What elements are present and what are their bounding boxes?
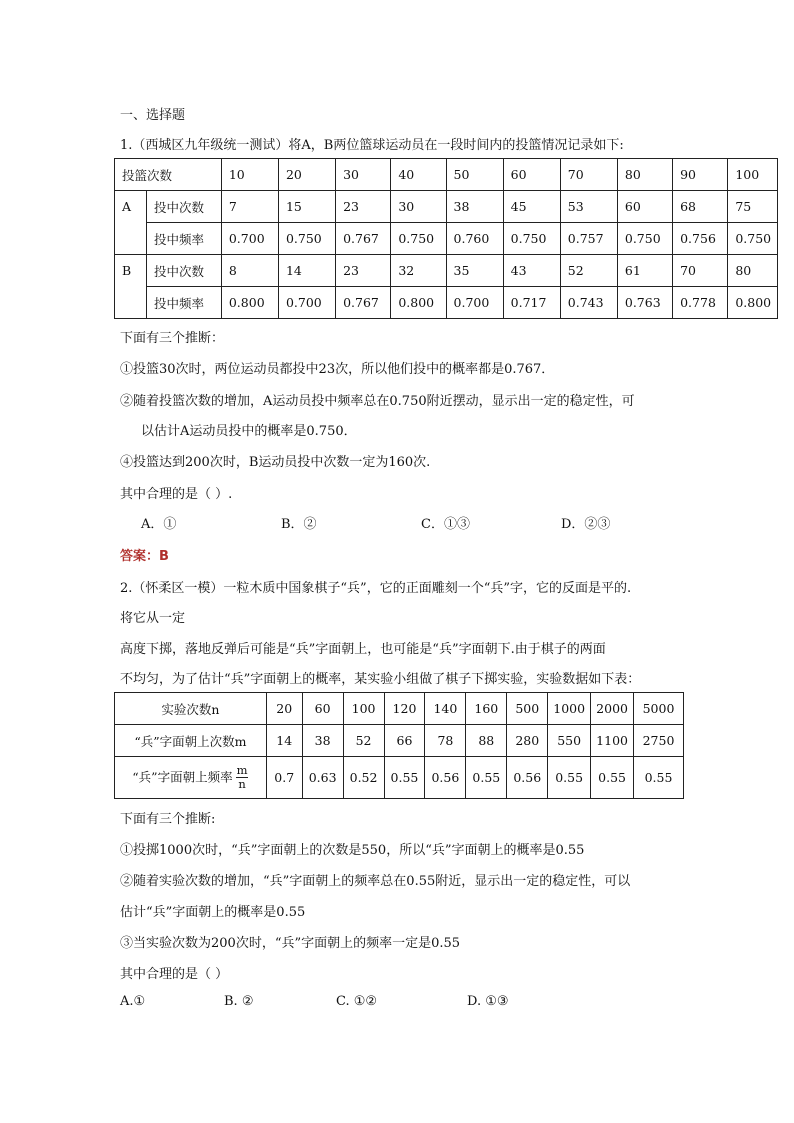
row1-cell: 160 xyxy=(466,693,507,725)
q2-line-3: 高度下掷，落地反弹后可能是“兵”字面朝上，也可能是“兵”字面朝下.由于棋子的两面 xyxy=(120,642,606,657)
table-row xyxy=(115,287,778,319)
freq-cell: 0.743 xyxy=(560,287,617,319)
freq-cell: 0.750 xyxy=(503,223,560,255)
hits-cell: 60 xyxy=(617,191,672,223)
row3-cell: 0.55 xyxy=(466,757,507,799)
freq-cell: 0.767 xyxy=(336,223,391,255)
row3-cell: 0.55 xyxy=(591,757,634,799)
hits-cell: 8 xyxy=(221,255,278,287)
row1-cell: 5000 xyxy=(634,693,684,725)
section-title: 一、选择题 xyxy=(120,108,186,123)
frequency-label: “兵”字面朝上频率 xyxy=(132,769,233,784)
shots-cell: 10 xyxy=(221,159,278,191)
shots-cell: 80 xyxy=(617,159,672,191)
q2-line-4: 不均匀，为了估计“兵”字面朝上的概率，某实验小组做了棋子下掷实验，实验数据如下表： xyxy=(120,672,641,687)
q2-option-d: D. ①③ xyxy=(467,994,509,1009)
q2-question: 其中合理的是（ ） xyxy=(120,967,229,982)
hits-cell: 23 xyxy=(336,255,391,287)
row3-cell: 0.56 xyxy=(425,757,466,799)
freq-cell: 0.700 xyxy=(221,223,278,255)
freq-cell: 0.760 xyxy=(446,223,503,255)
freq-cell: 0.750 xyxy=(278,223,335,255)
q1-statement-1: ①投篮30次时，两位运动员都投中23次，所以他们投中的概率都是0.767． xyxy=(120,362,555,377)
freq-cell: 0.756 xyxy=(673,223,728,255)
row-label-cell: 投中次数 xyxy=(147,255,222,287)
shots-cell: 90 xyxy=(673,159,728,191)
row2-cell: 52 xyxy=(343,725,384,757)
row2-cell: 88 xyxy=(466,725,507,757)
hits-cell: 7 xyxy=(221,191,278,223)
freq-cell: 0.767 xyxy=(336,287,391,319)
table-row xyxy=(115,725,684,757)
shots-cell: 100 xyxy=(728,159,778,191)
q1-option-b: B．② xyxy=(281,517,317,532)
question-1-stem: 1.（西城区九年级统一测试）将A，B两位篮球运动员在一段时间内的投篮情况记录如下: xyxy=(120,138,624,153)
hits-cell: 23 xyxy=(336,191,391,223)
table-row xyxy=(115,693,684,725)
row-label-cell: “兵”字面朝上次数m xyxy=(115,725,267,757)
row2-cell: 78 xyxy=(425,725,466,757)
row2-cell: 280 xyxy=(507,725,548,757)
shots-cell: 50 xyxy=(446,159,503,191)
hits-cell: 75 xyxy=(728,191,778,223)
table-row xyxy=(115,255,778,287)
row2-cell: 550 xyxy=(548,725,591,757)
q1-option-d: D．②③ xyxy=(561,517,611,532)
row3-cell: 0.7 xyxy=(266,757,302,799)
hits-cell: 45 xyxy=(503,191,560,223)
row3-cell: 0.63 xyxy=(302,757,343,799)
shots-cell: 60 xyxy=(503,159,560,191)
q2-option-a: A.① xyxy=(120,994,146,1009)
table-row xyxy=(115,223,778,255)
q2-line-2: 将它从一定 xyxy=(120,611,186,626)
shots-cell: 20 xyxy=(278,159,335,191)
freq-cell: 0.717 xyxy=(503,287,560,319)
hits-cell: 15 xyxy=(278,191,335,223)
row-label-cell: 投中次数 xyxy=(147,191,222,223)
q1-statement-2: ②随着投篮次数的增加，A运动员投中频率总在0.750附近摆动，显示出一定的稳定性，可 xyxy=(120,394,635,409)
table-row xyxy=(115,159,778,191)
row1-cell: 100 xyxy=(343,693,384,725)
row1-cell: 60 xyxy=(302,693,343,725)
row-label-cell xyxy=(115,757,267,799)
fraction-numerator: m xyxy=(236,762,248,777)
freq-cell: 0.757 xyxy=(560,223,617,255)
row-label-cell: 投中频率 xyxy=(147,287,222,319)
table-row xyxy=(115,757,684,799)
row2-cell: 14 xyxy=(266,725,302,757)
row2-cell: 2750 xyxy=(634,725,684,757)
row1-cell: 140 xyxy=(425,693,466,725)
row2-cell: 38 xyxy=(302,725,343,757)
q1-answer: 答案：B xyxy=(120,549,169,564)
freq-cell: 0.750 xyxy=(391,223,446,255)
q2-line-1: 2.（怀柔区一模）一粒木质中国象棋子“兵”，它的正面雕刻一个“兵”字，它的反面是平的. xyxy=(120,581,632,596)
freq-cell: 0.800 xyxy=(391,287,446,319)
hits-cell: 43 xyxy=(503,255,560,287)
row3-cell: 0.55 xyxy=(634,757,684,799)
freq-cell: 0.750 xyxy=(728,223,778,255)
row1-cell: 500 xyxy=(507,693,548,725)
row1-cell: 120 xyxy=(384,693,425,725)
freq-cell: 0.763 xyxy=(617,287,672,319)
hits-cell: 32 xyxy=(391,255,446,287)
hits-cell: 68 xyxy=(673,191,728,223)
freq-cell: 0.800 xyxy=(221,287,278,319)
hits-cell: 52 xyxy=(560,255,617,287)
q1-statement-3: ④投篮达到200次时，B运动员投中次数一定为160次. xyxy=(120,455,431,470)
hits-cell: 80 xyxy=(728,255,778,287)
hits-cell: 53 xyxy=(560,191,617,223)
fraction-m-over-n xyxy=(236,762,249,791)
shots-cell: 30 xyxy=(336,159,391,191)
shots-cell: 70 xyxy=(560,159,617,191)
header-cell: 投篮次数 xyxy=(115,159,222,191)
row1-cell: 2000 xyxy=(591,693,634,725)
row3-cell: 0.56 xyxy=(507,757,548,799)
fraction-denominator: n xyxy=(238,777,246,791)
row3-cell: 0.55 xyxy=(548,757,591,799)
q2-intro: 下面有三个推断: xyxy=(120,812,216,827)
hits-cell: 61 xyxy=(617,255,672,287)
player-name-cell: A xyxy=(115,191,147,255)
row-label-cell: 实验次数n xyxy=(115,693,267,725)
chess-piece-table xyxy=(114,692,684,799)
hits-cell: 38 xyxy=(446,191,503,223)
hits-cell: 30 xyxy=(391,191,446,223)
row2-cell: 1100 xyxy=(591,725,634,757)
freq-cell: 0.750 xyxy=(617,223,672,255)
row1-cell: 20 xyxy=(266,693,302,725)
row2-cell: 66 xyxy=(384,725,425,757)
row-label-cell: 投中频率 xyxy=(147,223,222,255)
basketball-table xyxy=(114,158,778,319)
freq-cell: 0.778 xyxy=(673,287,728,319)
q2-statement-1: ①投掷1000次时，“兵”字面朝上的次数是550，所以“兵”字面朝上的概率是0.55 xyxy=(120,843,585,858)
table-row xyxy=(115,191,778,223)
q2-statement-3: ③当实验次数为200次时，“兵”字面朝上的频率一定是0.55 xyxy=(120,936,461,951)
q1-option-c: C．①③ xyxy=(421,517,470,532)
q2-option-b: B. ② xyxy=(224,994,254,1009)
q1-intro: 下面有三个推断： xyxy=(120,331,225,346)
shots-cell: 40 xyxy=(391,159,446,191)
player-name-cell: B xyxy=(115,255,147,319)
q2-option-c: C. ①② xyxy=(336,994,378,1009)
freq-cell: 0.700 xyxy=(278,287,335,319)
hits-cell: 35 xyxy=(446,255,503,287)
freq-cell: 0.800 xyxy=(728,287,778,319)
freq-cell: 0.700 xyxy=(446,287,503,319)
hits-cell: 70 xyxy=(673,255,728,287)
row3-cell: 0.52 xyxy=(343,757,384,799)
q1-option-a: A．① xyxy=(141,517,177,532)
row3-cell: 0.55 xyxy=(384,757,425,799)
hits-cell: 14 xyxy=(278,255,335,287)
q2-statement-2-cont: 估计“兵”字面朝上的概率是0.55 xyxy=(120,905,306,920)
q1-statement-2-cont: 以估计A运动员投中的概率是0.750． xyxy=(141,424,357,439)
q2-statement-2: ②随着实验次数的增加，“兵”字面朝上的频率总在0.55附近，显示出一定的稳定性，可以 xyxy=(120,874,631,889)
q1-question: 其中合理的是（ ）. xyxy=(120,487,233,502)
row1-cell: 1000 xyxy=(548,693,591,725)
